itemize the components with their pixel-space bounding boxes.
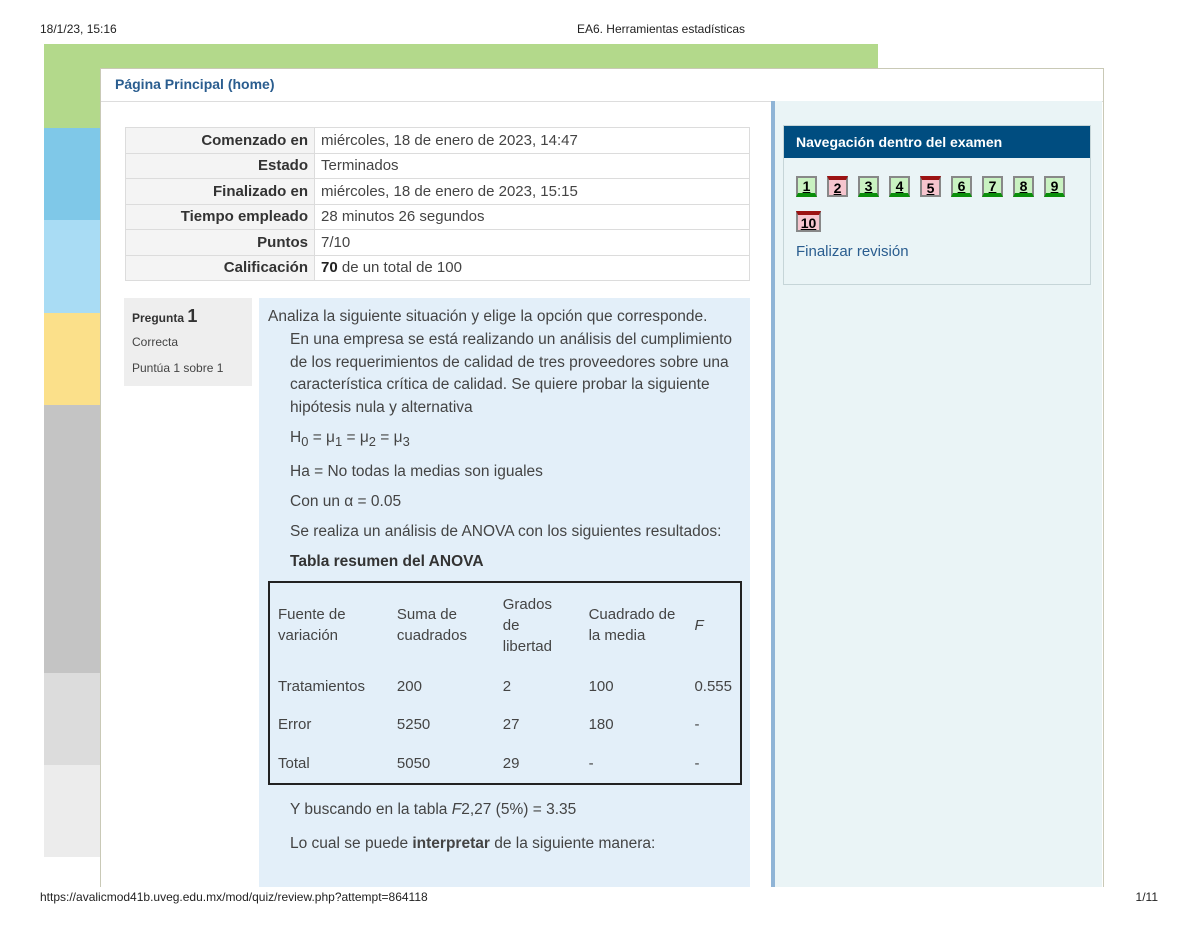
anova-cell: 200 — [396, 677, 422, 695]
quiz-navigation-block — [783, 125, 1091, 285]
print-footer — [0, 890, 1200, 906]
attempt-summary-table — [125, 127, 750, 281]
summary-value — [315, 255, 750, 281]
question-grade: Puntúa 1 sobre 1 — [132, 361, 224, 375]
summary-label: Puntos — [126, 230, 315, 256]
anova-table-title: Tabla resumen del ANOVA — [290, 553, 484, 571]
finish-review-link[interactable]: Finalizar revisión — [796, 243, 909, 260]
right-column — [775, 101, 1102, 887]
h0-mu3: = μ — [375, 429, 403, 446]
summary-row — [126, 128, 750, 154]
mu3-subscript: 3 — [402, 434, 410, 450]
f-table-post: 2,27 (5%) = 3.35 — [461, 800, 577, 818]
summary-value: Terminados — [315, 153, 750, 179]
anova-cell: - — [694, 716, 700, 734]
question-number — [132, 306, 244, 327]
interpret-bold: interpretar — [412, 834, 490, 852]
anova-cell: 27 — [502, 716, 520, 734]
anova-header: F — [694, 616, 704, 634]
anova-cell: 180 — [588, 716, 614, 734]
summary-label: Tiempo empleado — [126, 204, 315, 230]
mu1-subscript: 1 — [335, 434, 343, 450]
theme-stripe-green — [44, 44, 100, 128]
question-state: Correcta — [132, 335, 179, 349]
print-date: 18/1/23, 15:16 — [40, 22, 117, 36]
quiz-nav-button-6[interactable]: 6 — [951, 176, 972, 197]
f-table-value — [290, 799, 740, 821]
print-title: EA6. Herramientas estadísticas — [576, 22, 746, 36]
question-content — [259, 298, 750, 887]
theme-stripe-yellow — [44, 313, 100, 405]
anova-cell: - — [588, 754, 594, 772]
theme-stripe-lightblue — [44, 220, 100, 313]
quiz-nav-button-2[interactable]: 2 — [827, 176, 848, 197]
anova-header: Grados de libertad — [502, 595, 552, 655]
quiz-nav-button-1[interactable]: 1 — [796, 176, 817, 197]
anova-header: Fuente de variación — [278, 606, 346, 645]
grade-total: de un total de 100 — [337, 259, 462, 277]
summary-value: miércoles, 18 de enero de 2023, 14:47 — [315, 128, 750, 154]
anova-header: Suma de cuadrados — [396, 606, 467, 645]
anova-cell: 5050 — [396, 754, 431, 772]
quiz-nav-button-9[interactable]: 9 — [1044, 176, 1065, 197]
question-label: Pregunta — [132, 311, 185, 325]
print-page-number: 1/11 — [1135, 890, 1158, 904]
anova-intro: Se realiza un análisis de ANOVA con los siguientes resultados: — [290, 523, 722, 541]
theme-stripe-lightgray — [44, 673, 100, 765]
f-symbol: F — [451, 800, 462, 818]
null-hypothesis — [290, 427, 740, 453]
h0-mu2: = μ — [342, 429, 369, 446]
question-num: 1 — [187, 306, 198, 326]
anova-cell: 100 — [588, 677, 614, 695]
anova-cell: Total — [278, 754, 310, 772]
interpret-prompt — [290, 833, 740, 855]
question-intro: Analiza la siguiente situación y elige la opción que corresponde. — [268, 308, 708, 325]
summary-row — [126, 230, 750, 256]
interpret-post: de la siguiente manera: — [489, 834, 656, 852]
anova-cell: 29 — [502, 754, 520, 772]
grade-score: 70 — [321, 259, 338, 277]
theme-top-band — [44, 44, 878, 68]
anova-row — [269, 667, 741, 706]
f-table-pre: Y buscando en la tabla — [290, 800, 452, 818]
h0-mu1: = μ — [308, 429, 335, 446]
alpha-level: Con un α = 0.05 — [290, 493, 402, 511]
page-frame — [100, 68, 1104, 887]
anova-row — [269, 706, 741, 745]
print-header — [0, 22, 1200, 38]
anova-header-row — [269, 582, 741, 667]
anova-header: Cuadrado de la media — [588, 606, 676, 645]
summary-row — [126, 204, 750, 230]
quiz-nav-button-10[interactable]: 10 — [796, 211, 821, 232]
theme-stripe-gray — [44, 405, 100, 673]
quiz-nav-button-5[interactable]: 5 — [920, 176, 941, 197]
question-after-table — [290, 799, 740, 855]
anova-cell: 5250 — [396, 716, 431, 734]
anova-cell: 0.555 — [694, 677, 732, 695]
mu2-subscript: 2 — [368, 434, 376, 450]
print-url: https://avalicmod41b.uveg.edu.mx/mod/quiz/review.php?attempt=864118 — [40, 890, 428, 904]
h0-subscript: 0 — [301, 434, 309, 450]
quiz-nav-button-8[interactable]: 8 — [1013, 176, 1034, 197]
summary-value: 7/10 — [315, 230, 750, 256]
interpret-pre: Lo cual se puede — [290, 834, 413, 852]
h0-symbol: H — [290, 429, 302, 446]
question-info — [124, 298, 252, 386]
summary-label: Finalizado en — [126, 179, 315, 205]
theme-stripe-palegray — [44, 765, 100, 857]
summary-label: Estado — [126, 153, 315, 179]
summary-label: Calificación — [126, 255, 315, 281]
home-link[interactable]: Página Principal (home) — [115, 76, 275, 92]
anova-cell: Error — [278, 716, 312, 734]
anova-cell: 2 — [502, 677, 512, 695]
summary-value: 28 minutos 26 segundos — [315, 204, 750, 230]
quiz-nav-button-7[interactable]: 7 — [982, 176, 1003, 197]
summary-label: Comenzado en — [126, 128, 315, 154]
summary-row — [126, 179, 750, 205]
quiz-nav-button-4[interactable]: 4 — [889, 176, 910, 197]
summary-row — [126, 153, 750, 179]
summary-value: miércoles, 18 de enero de 2023, 15:15 — [315, 179, 750, 205]
anova-table — [268, 581, 742, 785]
theme-stripe-blue — [44, 128, 100, 220]
navbar — [101, 69, 1103, 102]
question-body — [268, 329, 740, 855]
anova-cell: Tratamientos — [278, 677, 365, 695]
anova-row — [269, 744, 741, 784]
anova-cell: - — [694, 754, 700, 772]
quiz-nav-button-3[interactable]: 3 — [858, 176, 879, 197]
summary-row — [126, 255, 750, 281]
question-scenario: En una empresa se está realizando un análisis del cumplimiento de los requerimientos de calidad de tres proveedores sobre una característica crítica de calidad. Se quiere probar la siguiente hipótesis nula y alternativa — [290, 331, 732, 416]
quiz-navigation-title: Navegación dentro del examen — [784, 126, 1090, 158]
alt-hypothesis: Ha = No todas la medias son iguales — [290, 463, 543, 481]
